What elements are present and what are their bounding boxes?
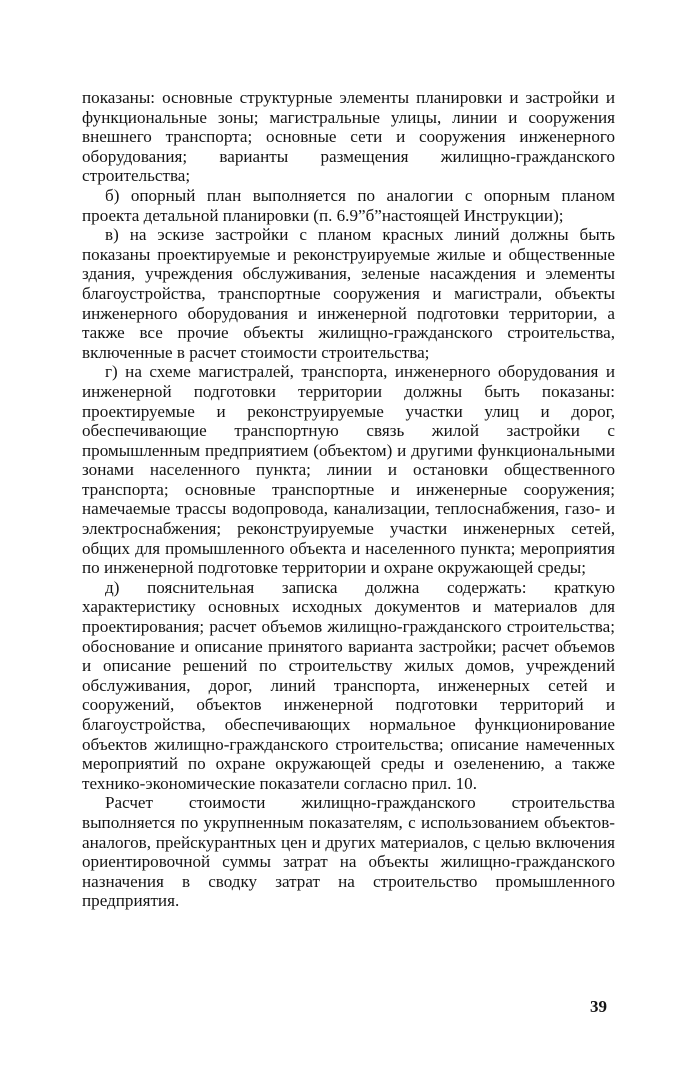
paragraph-continuation: показаны: основные структурные элементы планировки и застройки и функциональные зоны; магистральные улицы, линии и сооружения внешнего транспорта; основные сети и сооружения инженерного оборудования; варианты размещения жилищно-гражданского строительства; [82,88,615,186]
document-page [82,88,615,911]
paragraph-cost-calculation: Расчет стоимости жилищно-гражданского строительства выполняется по укрупненным показателям, с использованием объектов-аналогов, прейскурантных цен и других материалов, с целью включения ориентировочной суммы затрат на объекты жилищно-гражданского назначения в сводку затрат на строительство промышленного предприятия. [82,793,615,911]
paragraph-item-v: в) на эскизе застройки с планом красных линий должны быть показаны проектируемые и реконструируемые жилые и общественные здания, учреждения обслуживания, зеленые насаждения и элементы благоустройства, транспортные сооружения и магистрали, объекты инженерного оборудования и инженерной подготовки территории, а также все прочие объекты жилищно-гражданского строительства, включенные в расчет стоимости строительства; [82,225,615,362]
paragraph-item-b: б) опорный план выполняется по аналогии с опорным планом проекта детальной планировки (п. 6.9”б”настоящей Инструкции); [82,185,615,225]
paragraph-item-g: г) на схеме магистралей, транспорта, инженерного оборудования и инженерной подготовки территории должны быть показаны: проектируемые и реконструируемые участки улиц и дорог, обеспечивающие транспортную связь жилой застройки с промышленным предприятием (объектом) и другими функциональными зонами населенного пункта; линии и остановки общественного транспорта; основные транспортные и инженерные сооружения; намечаемые трассы водопровода, канализации, теплоснабжения, газо- и электроснабжения; реконструируемые участки инженерных сетей, общих для промышленного объекта и населенного пункта; мероприятия по инженерной подготовке территории и охране окружающей среды; [82,362,615,578]
paragraph-item-d: д) пояснительная записка должна содержать: краткую характеристику основных исходных документов и материалов для проектирования; расчет объемов жилищно-гражданского строительства; обоснование и описание принятого варианта застройки; расчет объемов и описание решений по строительству жилых домов, учреждений обслуживания, дорог, линий транспорта, инженерных сетей и сооружений, объектов инженерной подготовки территорий и благоустройства, обеспечивающих нормальное функционирование объектов жилищно-гражданского строительства; описание намеченных мероприятий по охране окружающей среды и озеленению, а также технико-экономические показатели согласно прил. 10. [82,577,615,793]
page-number: 39 [590,997,607,1016]
